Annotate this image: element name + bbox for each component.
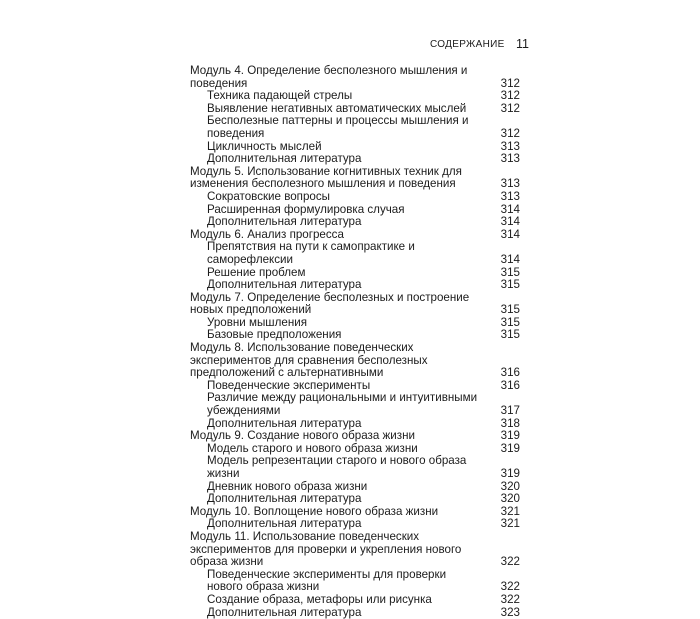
toc-module-entry [190,430,520,443]
entry-page: 313 [500,152,520,166]
entry-page: 316 [500,378,520,392]
entry-page: 314 [500,252,520,266]
entry-page: 321 [500,517,520,531]
entry-title: Дополнительная литература [207,215,362,229]
entry-title: Выявление негативных автоматических мыслей [207,101,467,115]
entry-page: 313 [500,177,520,191]
entry-title: Модуль 10. Воплощение нового образа жизни [190,504,439,518]
entry-title: Модуль 5. Использование когнитивных техник для изменения бесполезного мышления и поведения [190,164,462,191]
entry-title: Дополнительная литература [207,517,362,531]
entry-page: 315 [500,278,520,292]
entry-title: Базовые предположения [207,328,342,342]
toc-subentry [190,493,520,506]
entry-page: 312 [500,101,520,115]
entry-title: Модуль 9. Создание нового образа жизни [190,429,415,443]
toc-subentry [190,191,520,204]
entry-title: Дополнительная литература [207,416,362,430]
entry-page: 322 [500,580,520,594]
toc-module-entry [190,342,520,380]
entry-title: Создание образа, метафоры или рисунка [207,592,432,606]
entry-title: Сократовские вопросы [207,189,330,203]
toc-subentry [190,153,520,166]
entry-page: 314 [500,227,520,241]
entry-page: 314 [500,202,520,216]
toc-subentry [190,115,520,140]
toc-subentry [190,216,520,229]
entry-title: Модуль 6. Анализ прогресса [190,227,344,241]
entry-page: 315 [500,303,520,317]
entry-page: 316 [500,366,520,380]
toc-module-entry [190,292,520,317]
entry-title: Дополнительная литература [207,492,362,506]
entry-title: Уровни мышления [207,315,307,329]
toc-subentry [190,607,520,619]
entry-page: 322 [500,555,520,569]
entry-page: 317 [500,404,520,418]
entry-title: Цикличность мыслей [207,139,322,153]
entry-title: Решение проблем [207,265,306,279]
entry-page: 314 [500,215,520,229]
toc-subentry [190,241,520,266]
entry-title: Различие между рациональными и интуитивными убеждениями [207,391,478,418]
entry-title: Модуль 8. Использование поведенческих экспериментов для сравнения бесполезных предположений с альтернативными [190,341,428,380]
entry-title: Бесполезные паттерны и процессы мышления и поведения [207,114,469,140]
entry-page: 312 [500,76,520,90]
entry-title: Поведенческие эксперименты для проверки нового образа жизни [207,567,447,594]
toc-subentry [190,569,520,594]
entry-title: Расширенная формулировка случая [207,202,405,216]
toc-subentry [190,90,520,103]
section-title: СОДЕРЖАНИЕ [430,39,505,50]
entry-title: Дополнительная литература [207,278,362,292]
entry-page: 320 [500,492,520,506]
toc-module-entry [190,166,520,191]
entry-page: 319 [500,467,520,480]
toc-subentry [190,279,520,292]
entry-title: Техника падающей стрелы [207,89,353,103]
entry-page: 313 [500,189,520,203]
toc-subentry [190,455,520,480]
table-of-contents [190,65,520,619]
entry-title: Дневник нового образа жизни [207,479,368,493]
entry-page: 315 [500,315,520,329]
entry-title: Модель старого и нового образа жизни [207,441,418,455]
entry-title: Модель репрезентации старого и нового образа жизни [207,454,467,480]
entry-page: 312 [500,126,520,140]
entry-page: 313 [500,139,520,153]
entry-page: 319 [500,429,520,443]
entry-page: 315 [500,328,520,342]
entry-page: 321 [500,504,520,518]
entry-title: Поведенческие эксперименты [207,378,371,392]
entry-page: 323 [500,605,520,619]
entry-title: Дополнительная литература [207,152,362,166]
entry-page: 319 [500,441,520,455]
toc-module-entry [190,65,520,90]
toc-subentry [190,392,520,417]
entry-title: Дополнительная литература [207,605,362,619]
entry-title: Препятствия на пути к самопрактике и саморефлексии [207,240,415,266]
toc-subentry [190,594,520,607]
entry-page: 315 [500,265,520,279]
entry-title: Модуль 11. Использование поведенческих экспериментов для проверки и укрепления нового образа жизни [190,529,462,569]
entry-page: 312 [500,89,520,103]
entry-title: Модуль 4. Определение бесполезного мышления и поведения [190,64,468,90]
running-header [430,38,530,52]
entry-page: 322 [500,592,520,606]
toc-module-entry [190,531,520,569]
page-number: 11 [516,37,529,51]
entry-page: 318 [500,416,520,430]
entry-title: Модуль 7. Определение бесполезных и построение новых предположений [190,290,470,317]
entry-page: 320 [500,479,520,493]
